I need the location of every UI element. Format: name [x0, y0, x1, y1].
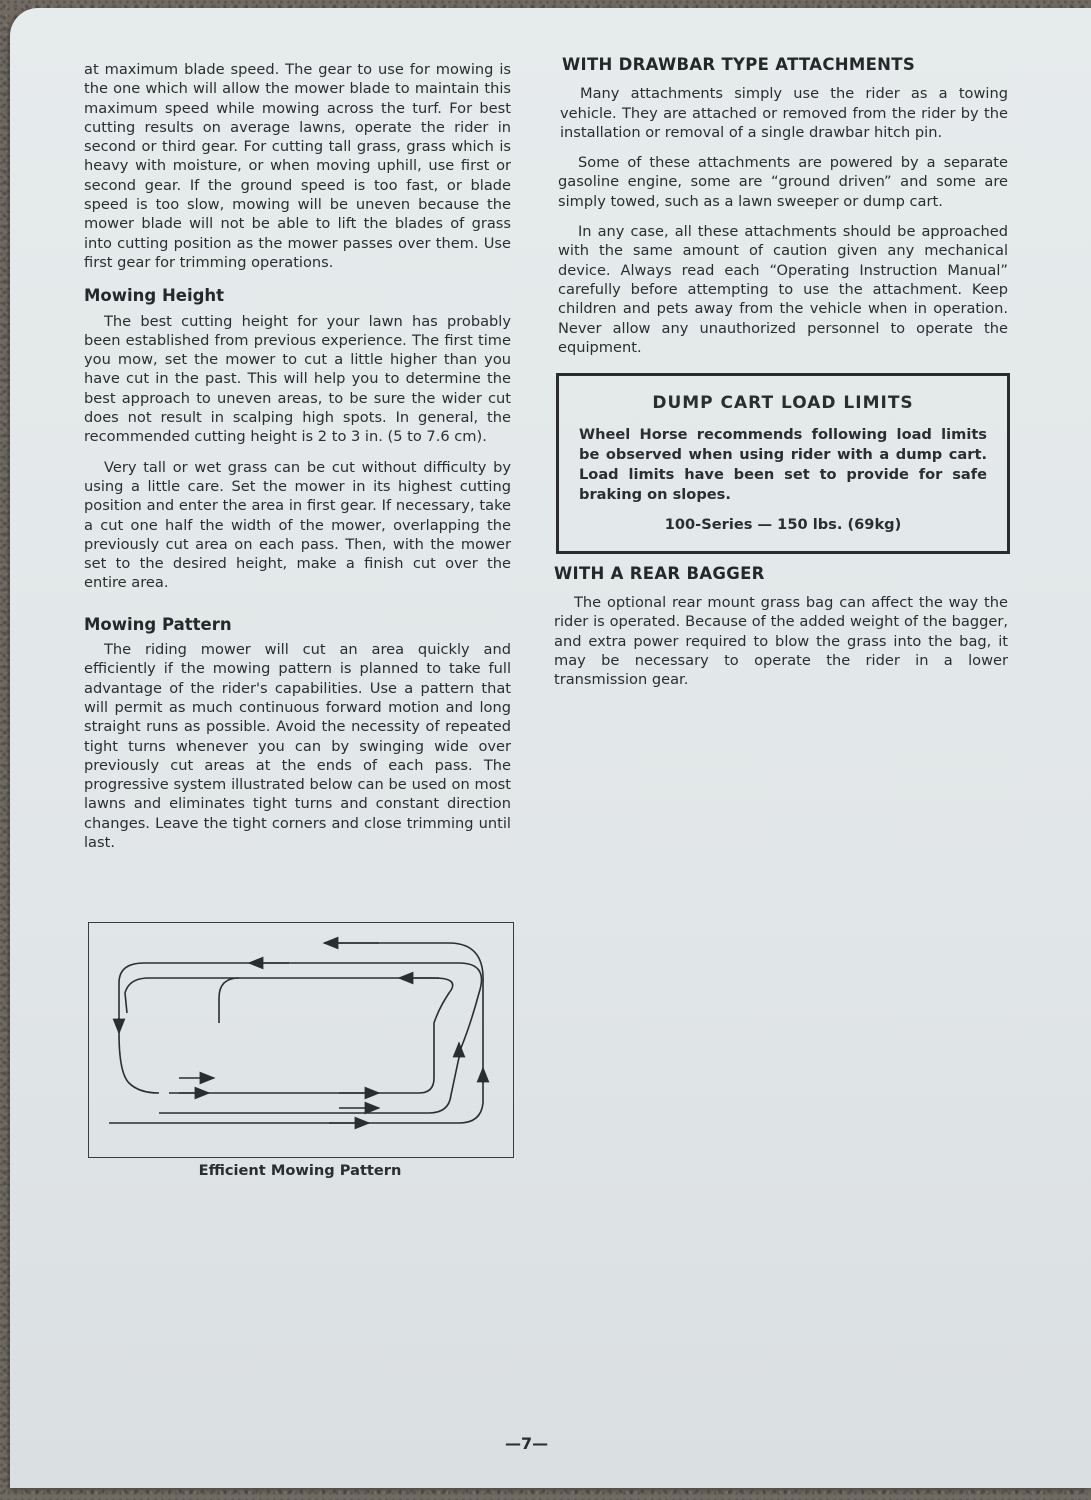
figure-caption: Efficient Mowing Pattern	[198, 1162, 402, 1179]
mowing-height-heading: Mowing Height	[84, 286, 225, 306]
mowing-height-paragraph-1: The best cutting height for your lawn has probably been established from previous experience. The first time you mow, set the mower to cut a little higher than you have cut in the past. This will help you to determine the best approach to uneven areas, to be sure the wider cut does not result in scalping high spots. In general, the recommended cutting height is 2 to 3 in. (5 to 7.6 cm).	[84, 312, 511, 446]
load-limits-text: Wheel Horse recommends following load limits be observed when using rider with a dump cart. Load limits have been set to provide for safe braking on slopes.	[579, 426, 987, 504]
pattern-path-middle	[119, 963, 482, 1113]
mowing-pattern-figure	[88, 922, 514, 1158]
drawbar-paragraph-2: Some of these attachments are powered by a separate gasoline engine, some are “ground driven” and some are simply towed, such as a lawn sweeper or dump cart.	[558, 154, 1008, 210]
right-column	[548, 55, 1008, 701]
pattern-path-outer	[109, 943, 483, 1123]
load-limits-box	[556, 373, 1010, 554]
load-limits-title: DUMP CART LOAD LIMITS	[652, 393, 914, 414]
intro-paragraph: at maximum blade speed. The gear to use for mowing is the one which will allow the mower blade to maintain this maximum speed while mowing across the turf. For best cutting results on average lawns, operate the rider in second or third gear. For cutting tall grass, grass which is heavy with moisture, or when moving uphill, use first or second gear. If the ground speed is too fast, or blade speed is too slow, mowing will be uneven because the mower blade will not be able to lift the blades of grass into cutting position as the mower passes over them. Use first gear for trimming operations.	[84, 61, 511, 271]
mowing-height-paragraph-2: Very tall or wet grass can be cut without difficulty by using a little care. Set the mower in its highest cutting position and enter the area in first gear. If necessary, take a cut one half the width of the mower, overlapping the previously cut area on each pass. Then, with the mower set to the desired height, make a finish cut over the entire area.	[84, 458, 511, 592]
mowing-pattern-paragraph: The riding mower will cut an area quickly and efficiently if the mowing pattern is planned to take full advantage of the rider's capabilities. Use a pattern that will permit as much continuous forward motion and long straight runs as possible. Avoid the necessity of repeated tight turns whenever you can by swinging wide over previously cut areas at the ends of each pass. The progressive system illustrated below can be used on most lawns and eliminates tight turns and constant direction changes. Leave the tight corners and close trimming until last.	[84, 641, 511, 851]
mowing-pattern-diagram	[89, 923, 513, 1157]
drawbar-heading: WITH DRAWBAR TYPE ATTACHMENTS	[562, 55, 916, 74]
rear-bagger-paragraph: The optional rear mount grass bag can affect the way the rider is operated. Because of the added weight of the bagger, and extra power required to blow the grass into the bag, it may be necessary to operate the rider in a lower transmission gear.	[554, 594, 1008, 689]
rear-bagger-heading: WITH A REAR BAGGER	[554, 563, 765, 583]
mowing-pattern-heading: Mowing Pattern	[84, 614, 232, 634]
drawbar-paragraph-3: In any case, all these attachments should be approached with the same amount of caution given any mechanical device. Always read each “Operating Instruction Manual” carefully before attempting to use the attachment. Keep children and pets away from the vehicle when in operation. Never allow any unauthorized personnel to operate the equipment.	[558, 223, 1008, 356]
left-column	[84, 60, 511, 863]
drawbar-paragraph-1: Many attachments simply use the rider as a towing vehicle. They are attached or removed from the rider by the installation or removal of a single drawbar hitch pin.	[560, 85, 1008, 141]
pattern-path-left-loop	[125, 978, 239, 1013]
pattern-path-inner	[179, 978, 453, 1093]
page-number: —7—	[505, 1434, 549, 1453]
load-limits-value: 100-Series — 150 lbs. (69kg)	[664, 516, 902, 534]
